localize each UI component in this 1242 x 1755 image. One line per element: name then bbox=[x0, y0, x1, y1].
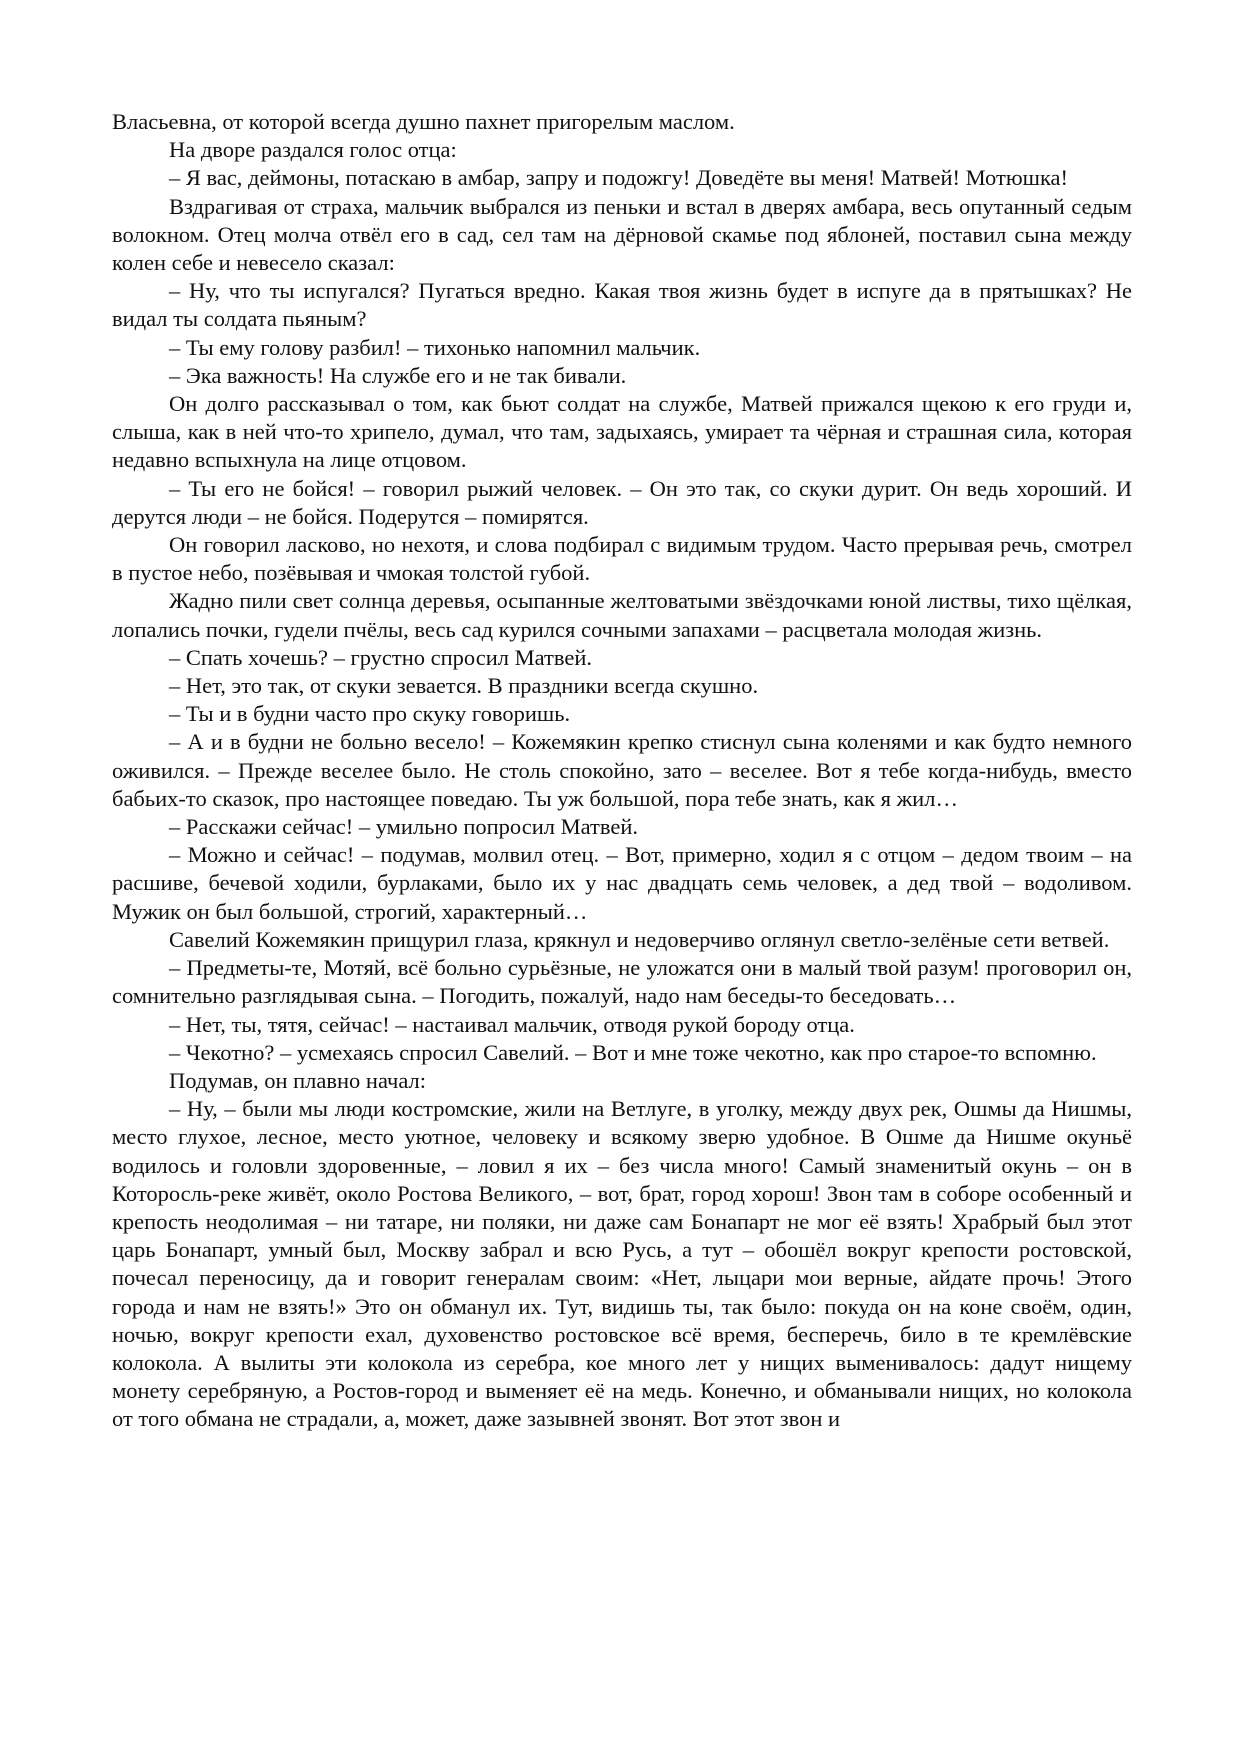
paragraph: – Ты его не бойся! – говорил рыжий человек. – Он это так, со скуки дурит. Он ведь хороший. И дерутся люди – не бойся. Подерутся – помирятся. bbox=[112, 475, 1132, 529]
paragraph: – Нет, ты, тятя, сейчас! – настаивал мальчик, отводя рукой бороду отца. bbox=[169, 1011, 855, 1037]
paragraph: Власьевна, от которой всегда душно пахнет пригорелым маслом. bbox=[112, 109, 735, 134]
paragraph: – Ну, – были мы люди костромские, жили на Ветлуге, в уголку, между двух рек, Ошмы да Нишмы, место глухое, лесное, место уютное, человеку и всякому зверю удобное. В Ошме да Нишме окуньё водилось и головли здоровенные, – ловил я их – без числа много! Самый знаменитый окунь – он в Которосль-реке живёт, около Ростова Великого, – вот, брат, город хорош! Звон там в соборе особенный и крепость неодолимая – ни татаре, ни поляки, ни даже сам Бонапарт не мог её взять! Храбрый был этот царь Бонапарт, умный был, Москву забрал и всю Русь, а тут – обошёл вокруг крепости ростовской, почесал переносицу, да и говорит генералам своим: «Нет, лыцари мои верные, айдате прочь! Этого города и нам не взять!» Это он обманул их. Тут, видишь ты, так было: покуда он на коне своём, один, ночью, вокруг крепости ехал, духовенство ростовское всё время, бесперечь, било в те кремлёвские колокола. А вылиты эти колокола из серебра, кое много лет у нищих выменивалось: дадут нищему монету серебряную, а Ростов-город и выменяет её на медь. Конечно, и обманывали нищих, но колокола от того обмана не страдали, а, может, даже зазывней звонят. Вот этот звон и bbox=[112, 1096, 1132, 1432]
paragraph: Жадно пили свет солнца деревья, осыпанные желтоватыми звёздочками юной листвы, тихо щёлкая, лопались почки, гудели пчёлы, весь сад курился сочными запахами – расцветала молодая жизнь. bbox=[112, 588, 1132, 642]
paragraph: – Спать хочешь? – грустно спросил Матвей. bbox=[169, 644, 593, 670]
paragraph: – Нет, это так, от скуки зевается. В праздники всегда скушно. bbox=[169, 673, 759, 699]
paragraph: Подумав, он плавно начал: bbox=[169, 1067, 427, 1093]
paragraph: – Расскажи сейчас! – умильно попросил Матвей. bbox=[169, 814, 639, 840]
document-page bbox=[112, 108, 1132, 1434]
paragraph: – Предметы-те, Мотяй, всё больно сурьёзные, не уложатся они в малый твой разум! проговорил он, сомнительно разглядывая сына. – Погодить, пожалуй, надо нам беседы-то беседовать… bbox=[112, 955, 1132, 1009]
paragraph: – Эка важность! На службе его и не так бивали. bbox=[169, 362, 627, 388]
paragraph: Он говорил ласково, но нехотя, и слова подбирал с видимым трудом. Часто прерывая речь, смотрел в пустое небо, позёвывая и чмокая толстой губой. bbox=[112, 532, 1132, 586]
paragraph: – А и в будни не больно весело! – Кожемякин крепко стиснул сына коленями и как будто немного оживился. – Прежде веселее было. Не столь спокойно, зато – веселее. Вот я тебе когда-нибудь, вместо бабьих-то сказок, про настоящее поведаю. Ты уж большой, пора тебе знать, как я жил… bbox=[112, 729, 1132, 811]
paragraph: – Ты ему голову разбил! – тихонько напомнил мальчик. bbox=[169, 334, 701, 360]
paragraph: На дворе раздался голос отца: bbox=[169, 137, 457, 163]
paragraph: – Можно и сейчас! – подумав, молвил отец. – Вот, примерно, ходил я с отцом – дедом твоим – на расшиве, бечевой ходили, бурлаками, было их у нас двадцать семь человек, а дед твой – водоливом. Мужик он был большой, строгий, характерный… bbox=[112, 842, 1132, 924]
paragraph: Он долго рассказывал о том, как бьют солдат на службе, Матвей прижался щекою к его груди и, слыша, как в ней что-то хрипело, думал, что там, задыхаясь, умирает та чёрная и страшная сила, которая недавно вспыхнула на лице отцовом. bbox=[112, 391, 1132, 473]
paragraph: – Чекотно? – усмехаясь спросил Савелий. – Вот и мне тоже чекотно, как про старое-то вспомню. bbox=[169, 1039, 1097, 1065]
paragraph: Савелий Кожемякин прищурил глаза, крякнул и недоверчиво оглянул светло-зелёные сети ветвей. bbox=[169, 926, 1110, 952]
paragraph: – Ну, что ты испугался? Пугаться вредно. Какая твоя жизнь будет в испуге да в прятышках? Не видал ты солдата пьяным? bbox=[112, 278, 1132, 332]
paragraph: – Ты и в будни часто про скуку говоришь. bbox=[169, 701, 571, 727]
paragraph: – Я вас, деймоны, потаскаю в амбар, запру и подожгу! Доведёте вы меня! Матвей! Мотюшка! bbox=[169, 165, 1069, 191]
paragraph: Вздрагивая от страха, мальчик выбрался из пеньки и встал в дверях амбара, весь опутанный седым волокном. Отец молча отвёл его в сад, сел там на дёрновой скамье под яблоней, поставил сына между колен себе и невесело сказал: bbox=[112, 193, 1132, 276]
